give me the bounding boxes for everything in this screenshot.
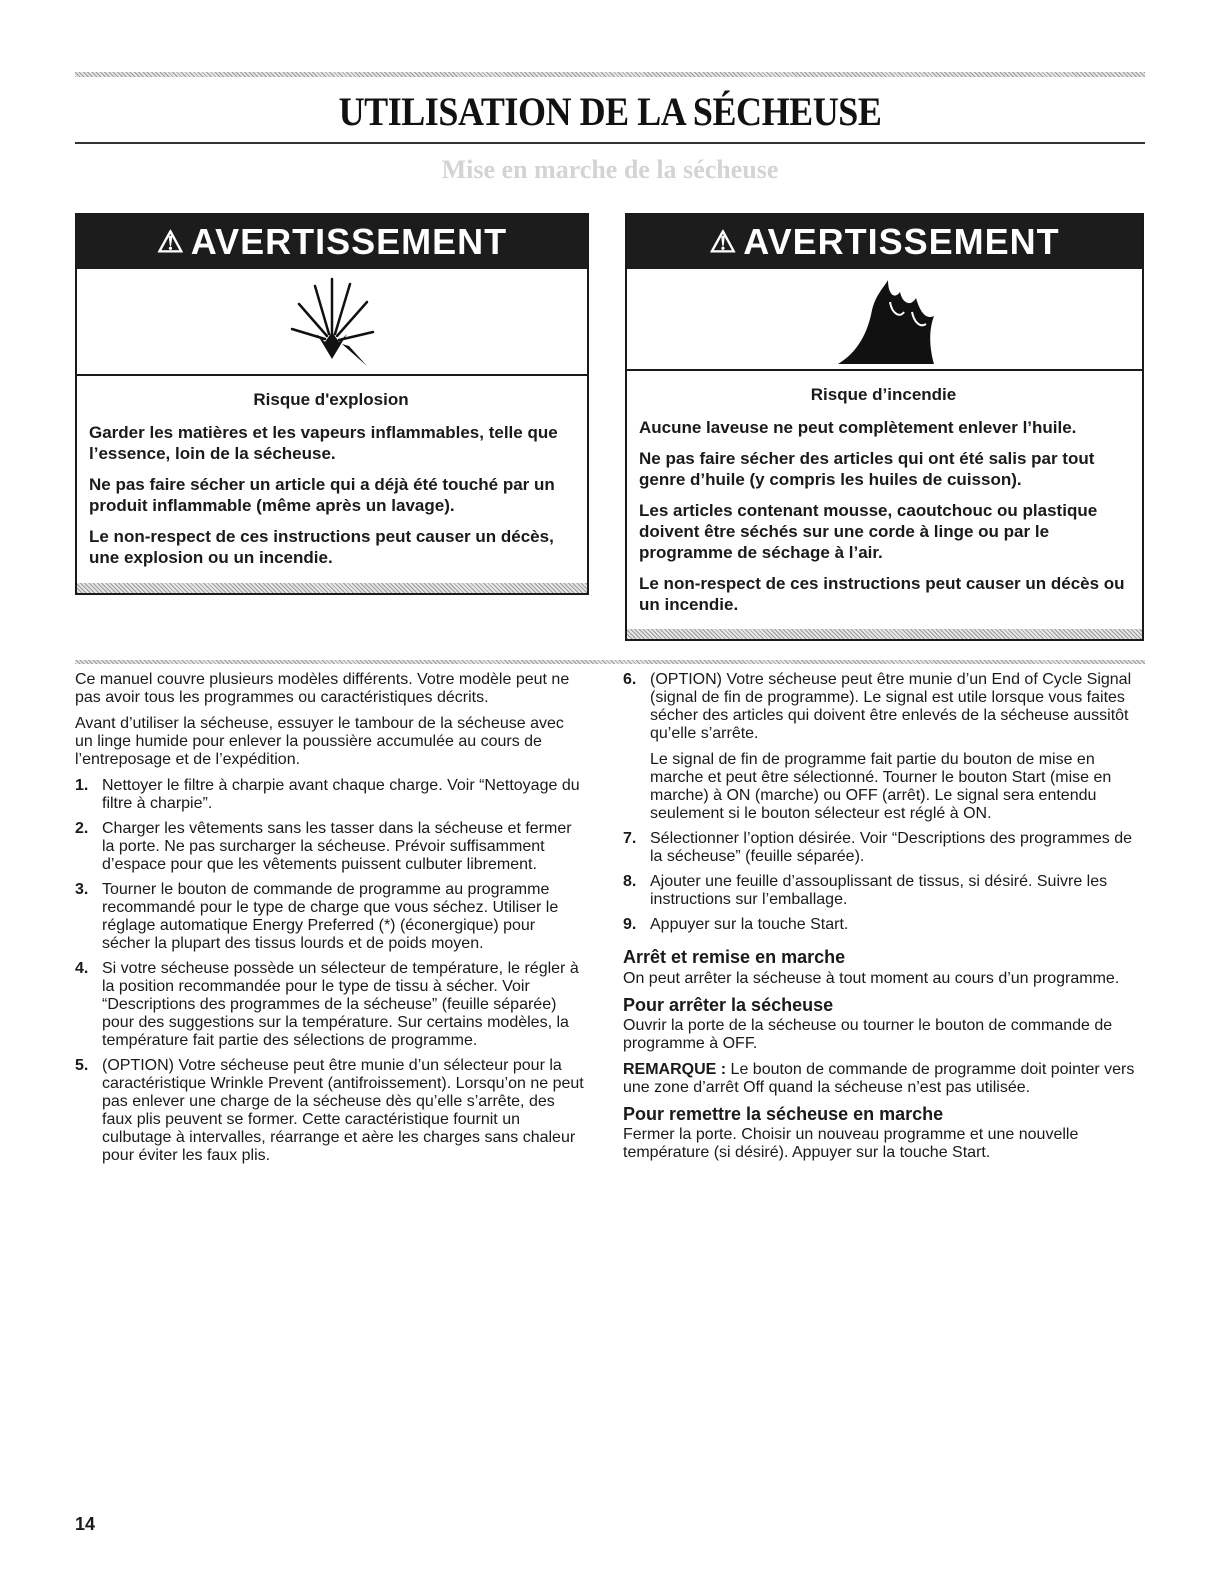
- step-number: 6.: [623, 671, 637, 688]
- section-paragraph: Ouvrir la porte de la sécheuse ou tourner le bouton de commande de programme à OFF.: [623, 1017, 1113, 1052]
- step-number: 7.: [623, 830, 637, 847]
- list-item: [75, 1057, 585, 1165]
- warning-footer-strip: [627, 629, 1142, 639]
- warning-line: Ne pas faire sécher des articles qui ont été salis par tout genre d’huile (y compris les huiles de cuisson).: [639, 449, 1095, 489]
- right-column: [623, 671, 1143, 1170]
- warning-line: Garder les matières et les vapeurs inflammables, telle que l’essence, loin de la sécheuse.: [89, 423, 558, 463]
- list-item: [623, 916, 1143, 934]
- step-number: 8.: [623, 873, 637, 890]
- warning-line: Ne pas faire sécher un article qui a déjà été touché par un produit inflammable (même après un lavage).: [89, 475, 555, 515]
- step-text: Sélectionner l’option désirée. Voir “Descriptions des programmes de la sécheuse” (feuille séparée).: [650, 830, 1133, 865]
- section-subtitle: Mise en marche de la sécheuse: [441, 155, 779, 184]
- section-paragraph: Fermer la porte. Choisir un nouveau programme et une nouvelle température (si désiré). Appuyer sur la touche Start.: [623, 1126, 1079, 1161]
- warning-heading: AVERTISSEMENT: [190, 221, 508, 262]
- warning-header: [77, 215, 587, 269]
- step-text: Tourner le bouton de commande de programme au programme recommandé pour le type de charge que vous séchez. Utiliser le réglage automatique Energy Preferred (*) (éconergique) pour sécher la plupart des tissus lourds et de poids moyen.: [102, 881, 559, 952]
- risk-title: Risque d'explosion: [253, 390, 409, 409]
- subsection-heading: Pour arrêter la sécheuse: [623, 995, 834, 1015]
- risk-title: Risque d’incendie: [810, 385, 957, 404]
- list-item: [75, 960, 585, 1050]
- fire-warning-box: [625, 213, 1144, 641]
- explosion-icon: [287, 274, 377, 369]
- list-item: [75, 777, 585, 813]
- warning-pictogram: [77, 269, 587, 376]
- left-column: [75, 671, 585, 1172]
- step-number: 3.: [75, 881, 89, 898]
- note-text: Le bouton de commande de programme doit pointer vers une zone d’arrêt Off quand la sécheuse n’est pas utilisée.: [623, 1061, 1135, 1096]
- section-paragraph: On peut arrêter la sécheuse à tout moment au cours d’un programme.: [623, 970, 1120, 987]
- list-item: [623, 671, 1143, 823]
- warning-line: Aucune laveuse ne peut complètement enlever l’huile.: [639, 418, 1077, 437]
- step-text: Nettoyer le filtre à charpie avant chaque charge. Voir “Nettoyage du filtre à charpie”.: [102, 777, 580, 812]
- title-rule: [75, 142, 1145, 144]
- list-item: [623, 830, 1143, 866]
- warning-line: Le non-respect de ces instructions peut causer un décès, une explosion ou un incendie.: [89, 527, 554, 567]
- list-item: [75, 820, 585, 874]
- step-text: Appuyer sur la touche Start.: [650, 916, 849, 933]
- note-label: REMARQUE :: [623, 1061, 727, 1078]
- step-text: Ajouter une feuille d’assouplissant de tissus, si désiré. Suivre les instructions sur l’emballage.: [650, 873, 1108, 908]
- warning-footer-strip: [77, 583, 587, 593]
- subsection-heading: Pour remettre la sécheuse en marche: [623, 1104, 944, 1124]
- step-text: Si votre sécheuse possède un sélecteur de température, le régler à la position recommandée pour le type de tissu à sécher. Voir “Descriptions des programmes de la sécheuse” (feuille séparée) pour des suggestions sur la température. Sur certains modèles, la température fait partie des sélections de programme.: [102, 960, 579, 1049]
- section-divider: [75, 660, 1145, 664]
- note-paragraph: [623, 1061, 1143, 1097]
- list-item: [623, 873, 1143, 909]
- step-text: Le signal de fin de programme fait partie du bouton de mise en marche et peut être sélectionné. Tourner le bouton Start (mise en marche) à ON (marche) ou OFF (arrêt). Le signal sera entendu seulement si le bouton sélecteur est réglé à ON.: [650, 751, 1112, 822]
- warning-header: [627, 215, 1142, 269]
- fire-icon: [830, 272, 940, 367]
- page-title: UTILISATION DE LA SÉCHEUSE: [338, 89, 882, 134]
- step-number: 9.: [623, 916, 637, 933]
- warning-triangle-icon: ⚠: [156, 225, 185, 259]
- step-text: (OPTION) Votre sécheuse peut être munie d’un End of Cycle Signal (signal de fin de programme). Le signal est utile lorsque vous faites sécher des articles qui doivent être enlevés de la sécheuse aussitôt qu’elle s’arrête.: [650, 671, 1132, 742]
- list-item: [75, 881, 585, 953]
- step-text: Charger les vêtements sans les tasser dans la sécheuse et fermer la porte. Ne pas surcharger la sécheuse. Prévoir suffisamment d’espace pour que les vêtements puissent culbuter librement.: [102, 820, 572, 873]
- intro-paragraph: Ce manuel couvre plusieurs modèles différents. Votre modèle peut ne pas avoir tous les programmes ou caractéristiques décrits.: [75, 671, 570, 706]
- warning-line: Les articles contenant mousse, caoutchouc ou plastique doivent être séchés sur une corde à linge ou par le programme de séchage à l’air.: [639, 501, 1098, 562]
- step-text: (OPTION) Votre sécheuse peut être munie d’un sélecteur pour la caractéristique Wrinkle Prevent (antifroissement). Lorsqu’on ne peut pas enlever une charge de la sécheuse dès qu’elle s’arrête, des faux plis peuvent se former. Cette caractéristique fournit un culbutage à intervalles, réarrange et aère les charges sans chaleur pour éviter les faux plis.: [102, 1057, 584, 1164]
- section-heading: Arrêt et remise en marche: [623, 947, 846, 967]
- step-number: 1.: [75, 777, 89, 794]
- warning-heading: AVERTISSEMENT: [743, 221, 1060, 262]
- page-number: 14: [75, 1514, 96, 1534]
- step-number: 2.: [75, 820, 89, 837]
- step-number: 5.: [75, 1057, 89, 1074]
- warning-pictogram: [627, 269, 1142, 371]
- intro-paragraph: Avant d’utiliser la sécheuse, essuyer le tambour de la sécheuse avec un linge humide pour enlever la poussière accumulée au cours de l’entreposage et de l’expédition.: [75, 715, 564, 768]
- explosion-warning-box: [75, 213, 589, 595]
- warning-triangle-icon: ⚠: [709, 225, 738, 259]
- top-rule: [75, 72, 1145, 77]
- warning-line: Le non-respect de ces instructions peut causer un décès ou un incendie.: [639, 574, 1125, 614]
- step-number: 4.: [75, 960, 89, 977]
